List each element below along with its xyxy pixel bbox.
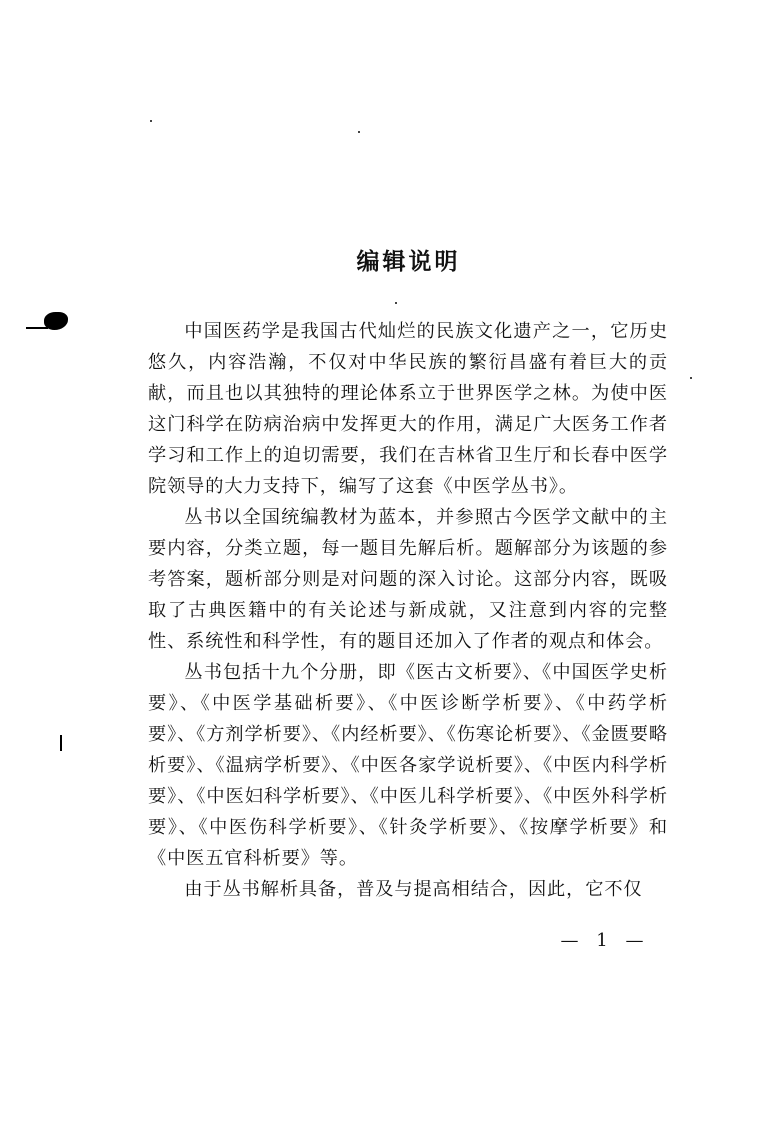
- paragraph-structure: 丛书以全国统编教材为蓝本，并参照古今医学文献中的主要内容，分类立题，每一题目先解后析。题解部分为该题的参考答案，题析部分则是对问题的深入讨论。这部分内容，既吸取了古典医籍中的有关论述与新成就，又注意到内容的完整性、系统性和科学性，有的题目还加入了作者的观点和体会。: [148, 507, 668, 652]
- paragraph-closing: 由于丛书解析具备，普及与提高相结合，因此，它不仅: [184, 879, 643, 900]
- scan-speck: [150, 120, 152, 122]
- scan-speck: [358, 131, 360, 133]
- scan-speck: [690, 377, 692, 379]
- paragraph-intro: 中国医药学是我国古代灿烂的民族文化遗产之一，它历史悠久，内容浩瀚，不仅对中华民族的繁衍昌盛有着巨大的贡献，而且也以其独特的理论体系立于世界医学之林。为使中医这门科学在防病治病中发挥更大的作用，满足广大医务工作者学习和工作上的迫切需要，我们在吉林省卫生厅和长春中医学院领导的大力支持下，编写了这套《中医学丛书》。: [148, 321, 668, 497]
- page-number: — 1 —: [560, 930, 650, 951]
- paragraph-volumes: 丛书包括十九个分册，即《医古文析要》、《中国医学史析要》、《中医学基础析要》、《中医诊断学析要》、《中药学析要》、《方剂学析要》、《内经析要》、《伤寒论析要》、《金匮要略析要》、《温病学析要》、《中医各家学说析要》、《中医内科学析要》、《中医妇科学析要》、《中医儿科学析要》、《中医外科学析要》、《中医伤科学析要》、《针灸学析要》、《按摩学析要》和《中医五官科析要》等。: [148, 662, 668, 869]
- page-title: 编辑说明: [356, 249, 461, 276]
- body-text: [148, 316, 668, 905]
- scan-speck: [395, 302, 397, 304]
- scan-smudge-line: [26, 327, 48, 329]
- margin-mark: [60, 735, 62, 751]
